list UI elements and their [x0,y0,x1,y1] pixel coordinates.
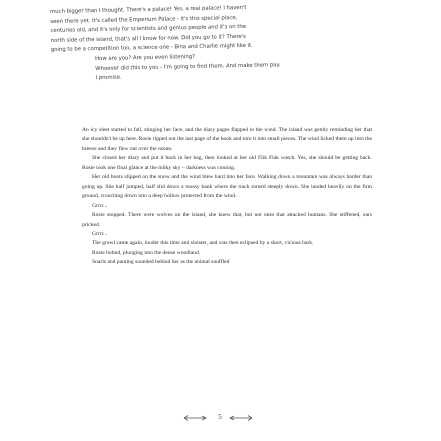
paragraph: An icy sleet started to fall, stinging her face, and the diary pages flapped in the wind. The island was gently reminding her that she shouldn't be up here. Rosie ripped out the last page of the book and tore it into small pieces. The wind licked them up into the breeze and they flew out over the ocean. [82,127,372,152]
paragraph: Her old boots slipped on the snow and the wind blew hard into her face. Walking down a mountain was always harder than going up. She half jumped, half slid down a mossy bank where the track turned steeply down. She landed heavily on the firm ground, crouching down into a deep hollow protected from the wind. [82,174,372,200]
note-line: much bigger than I thought. There's a palace! Yes, a real palace! I haven't [50,4,247,15]
paragraph: Snarls and panting sounded behind her as the animal snuffled [92,259,230,266]
note-line: How are you? Are you even listening? [95,53,195,63]
page-footer [0,411,441,425]
paragraph: Rosie stopped. There were wolves on the island, she knew that, but not ones that attacked humans. She stiffened, ears pricked. [82,212,372,228]
paragraph: The growl came again, louder this time and sinister, and was then eclipsed by a short, vicious bark. [92,240,314,247]
note-line: going to be a competition too, a science one - Bina and Charlie might like it. [50,43,253,54]
note-line: north side of the island, that's all I know for now. Did you go to it? There's [50,33,246,44]
paragraph: Grrrr... [92,202,108,209]
note-line: I promise. [95,74,122,82]
note-line: centuries old, and it's only for scientists and genius people and it's on the [50,24,247,35]
note-line: Whoever did this to you - I'm going to find them. And make them pay. [95,61,281,72]
handwritten-note [50,1,382,85]
paragraph: She closed her diary and put it back in her bag, then looked at her old Flik Flak watch. Yes, she should be getting back. Rosie took one final glance at the milky sky – darkness was coming. [82,155,372,171]
note-line: seen there yet. It's called the Emperium Palace - it's this special place, [50,14,238,25]
paragraph: Grrrr... [92,230,108,237]
story-text [82,126,372,268]
paragraph: Rosie bolted, plunging into the dense woodland. [92,249,201,256]
page-number: 5 [218,413,222,421]
